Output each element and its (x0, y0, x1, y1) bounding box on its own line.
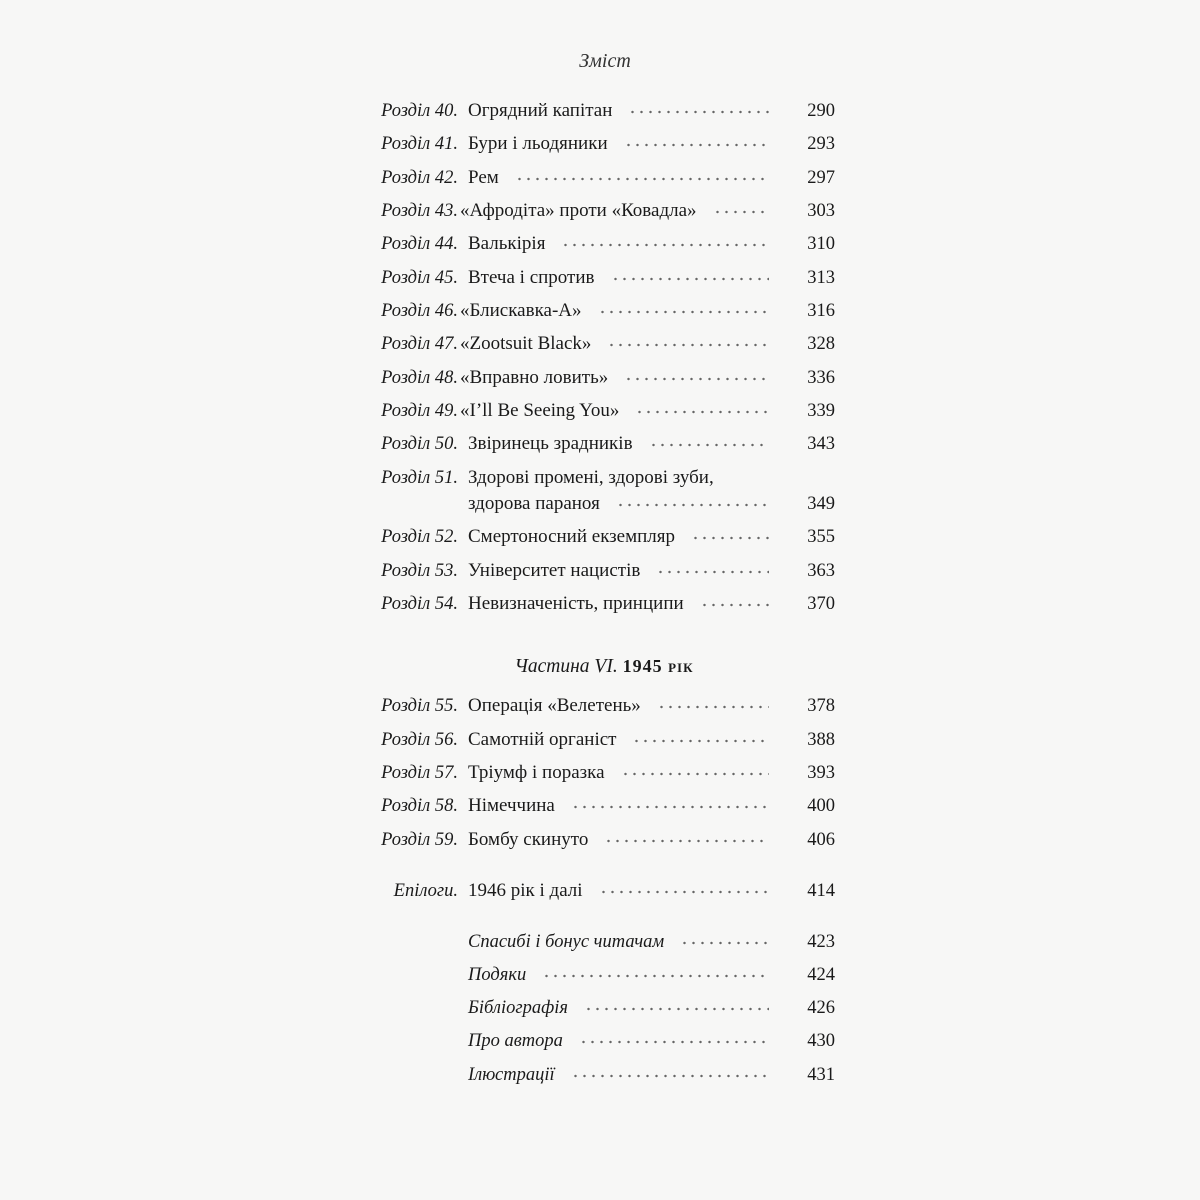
page-number: 293 (807, 134, 835, 154)
chapter-label: Розділ 40. (381, 101, 458, 121)
toc-entry[interactable] (0, 364, 1200, 392)
chapter-label: Розділ 57. (381, 763, 458, 783)
toc-entry[interactable] (0, 130, 1200, 158)
toc-entry-back-matter[interactable] (0, 994, 1200, 1022)
toc-entry[interactable] (0, 164, 1200, 192)
chapter-label: Розділ 44. (381, 234, 458, 254)
toc-entry[interactable] (0, 726, 1200, 754)
chapter-label: Розділ 58. (381, 796, 458, 816)
page-number: 423 (807, 932, 835, 952)
chapter-label: Розділ 46. (381, 301, 458, 321)
epilogue-label: Епілоги. (393, 881, 458, 901)
dot-leader (515, 164, 769, 192)
dot-leader (624, 364, 769, 392)
chapter-title: Університет нацистів (468, 560, 641, 581)
page-number: 355 (807, 527, 835, 547)
page-number: 290 (807, 101, 835, 121)
chapter-title: Тріумф і поразка (468, 762, 605, 783)
toc-entry[interactable] (0, 826, 1200, 854)
dot-leader (657, 692, 769, 720)
page-number: 328 (807, 334, 835, 354)
chapter-label: Розділ 49. (381, 401, 458, 421)
chapter-label: Розділ 56. (381, 730, 458, 750)
chapter-label: Розділ 50. (381, 434, 458, 454)
toc-entry[interactable] (0, 230, 1200, 258)
page-number: 339 (807, 401, 835, 421)
chapter-title: Самотній органіст (468, 729, 617, 750)
page-number: 303 (807, 201, 835, 221)
chapter-title: Невизначеність, принципи (468, 593, 684, 614)
back-matter-title: Про автора (468, 1031, 563, 1051)
page-number: 400 (807, 796, 835, 816)
toc-entry[interactable] (0, 523, 1200, 551)
toc-entry-back-matter[interactable] (0, 961, 1200, 989)
chapter-title: Звіринець зрадників (468, 433, 633, 454)
chapter-label: Розділ 51. (381, 468, 458, 488)
chapter-title: Втеча і спротив (468, 267, 595, 288)
chapter-label: Розділ 41. (381, 134, 458, 154)
page-number: 370 (807, 594, 835, 614)
toc-entry[interactable] (0, 430, 1200, 458)
dot-leader (599, 877, 769, 905)
chapter-title: Операція «Велетень» (468, 695, 641, 716)
dot-leader (621, 759, 769, 787)
page-number: 414 (807, 881, 835, 901)
page-number: 378 (807, 696, 835, 716)
back-matter-title: Ілюстрації (468, 1065, 555, 1085)
page-number: 316 (807, 301, 835, 321)
chapter-label: Розділ 45. (381, 268, 458, 288)
dot-leader (628, 97, 769, 125)
chapter-title: Бури і льодяники (468, 133, 608, 154)
page-title: Зміст (579, 50, 631, 72)
chapter-label: Розділ 55. (381, 696, 458, 716)
toc-entry-back-matter[interactable] (0, 928, 1200, 956)
chapter-label: Розділ 54. (381, 594, 458, 614)
dot-leader (611, 264, 770, 292)
chapter-title: «I’ll Be Seeing You» (460, 400, 620, 421)
toc-entry[interactable] (0, 97, 1200, 125)
page-number: 349 (807, 494, 835, 514)
page-number: 313 (807, 268, 835, 288)
page-number: 388 (807, 730, 835, 750)
toc-entry[interactable] (0, 557, 1200, 585)
page-number: 424 (807, 965, 835, 985)
page-number: 343 (807, 434, 835, 454)
epilogue-title: 1946 рік і далі (468, 880, 583, 901)
part-title: 1945 рік (622, 656, 694, 676)
page-number: 430 (807, 1031, 835, 1051)
back-matter-title: Бібліографія (468, 998, 568, 1018)
back-matter-title: Спасибі і бонус читачам (468, 932, 665, 952)
chapter-title: Огрядний капітан (468, 100, 613, 121)
toc-entry-second-line[interactable] (0, 490, 1200, 518)
chapter-label: Розділ 52. (381, 527, 458, 547)
dot-leader (624, 130, 769, 158)
dot-leader (616, 490, 769, 518)
chapter-title: «Афродіта» проти «Ковадла» (460, 200, 697, 221)
part-heading[interactable] (0, 652, 1200, 681)
toc-entry-back-matter[interactable] (0, 1027, 1200, 1055)
toc-entry[interactable] (0, 297, 1200, 325)
chapter-label: Розділ 47. (381, 334, 458, 354)
chapter-label: Розділ 42. (381, 168, 458, 188)
toc-entry[interactable] (0, 590, 1200, 618)
toc-entry[interactable] (0, 792, 1200, 820)
back-matter-title: Подяки (468, 965, 527, 985)
dot-leader (584, 994, 769, 1022)
chapter-title-line1: Здорові промені, здорові зуби, (468, 467, 714, 488)
chapter-label: Розділ 59. (381, 830, 458, 850)
toc-entry[interactable] (0, 397, 1200, 425)
dot-leader (579, 1027, 769, 1055)
toc-entry[interactable] (0, 197, 1200, 225)
dot-leader (713, 197, 769, 225)
toc-entry[interactable] (0, 692, 1200, 720)
chapter-label: Розділ 43. (381, 201, 458, 221)
page-number: 297 (807, 168, 835, 188)
dot-leader (607, 330, 769, 358)
chapter-title: «Блискавка-А» (460, 300, 582, 321)
dot-leader (632, 726, 769, 754)
page-number: 406 (807, 830, 835, 850)
toc-entry-first-line[interactable] (0, 464, 1200, 492)
dot-leader (571, 792, 769, 820)
page-number: 363 (807, 561, 835, 581)
page-number: 426 (807, 998, 835, 1018)
chapter-label: Розділ 53. (381, 561, 458, 581)
page-number: 310 (807, 234, 835, 254)
part-label: Частина VI. (514, 656, 618, 677)
page-number: 431 (807, 1065, 835, 1085)
dot-leader (700, 590, 769, 618)
dot-leader (561, 230, 769, 258)
chapter-title: Валькірія (468, 233, 546, 254)
chapter-title-line2: здорова параноя (468, 493, 600, 514)
dot-leader (635, 397, 769, 425)
dot-leader (542, 961, 769, 989)
chapter-title: Смертоносний екземпляр (468, 526, 676, 547)
dot-leader (649, 430, 769, 458)
toc-entry[interactable] (0, 264, 1200, 292)
chapter-title: Рем (468, 167, 499, 188)
dot-leader (571, 1061, 769, 1089)
chapter-label: Розділ 48. (381, 368, 458, 388)
dot-leader (598, 297, 769, 325)
toc-entry[interactable] (0, 759, 1200, 787)
toc-entry-back-matter[interactable] (0, 1061, 1200, 1089)
dot-leader (680, 928, 769, 956)
page-number: 336 (807, 368, 835, 388)
toc-entry[interactable] (0, 330, 1200, 358)
dot-leader (604, 826, 769, 854)
chapter-title: «Вправно ловить» (460, 367, 609, 388)
toc-entry-epilogue[interactable] (0, 877, 1200, 905)
chapter-title: «Zootsuit Black» (460, 333, 592, 354)
dot-leader (656, 557, 769, 585)
chapter-title: Бомбу скинуто (468, 829, 589, 850)
dot-leader (691, 523, 769, 551)
page-number: 393 (807, 763, 835, 783)
chapter-title: Німеччина (468, 795, 555, 816)
